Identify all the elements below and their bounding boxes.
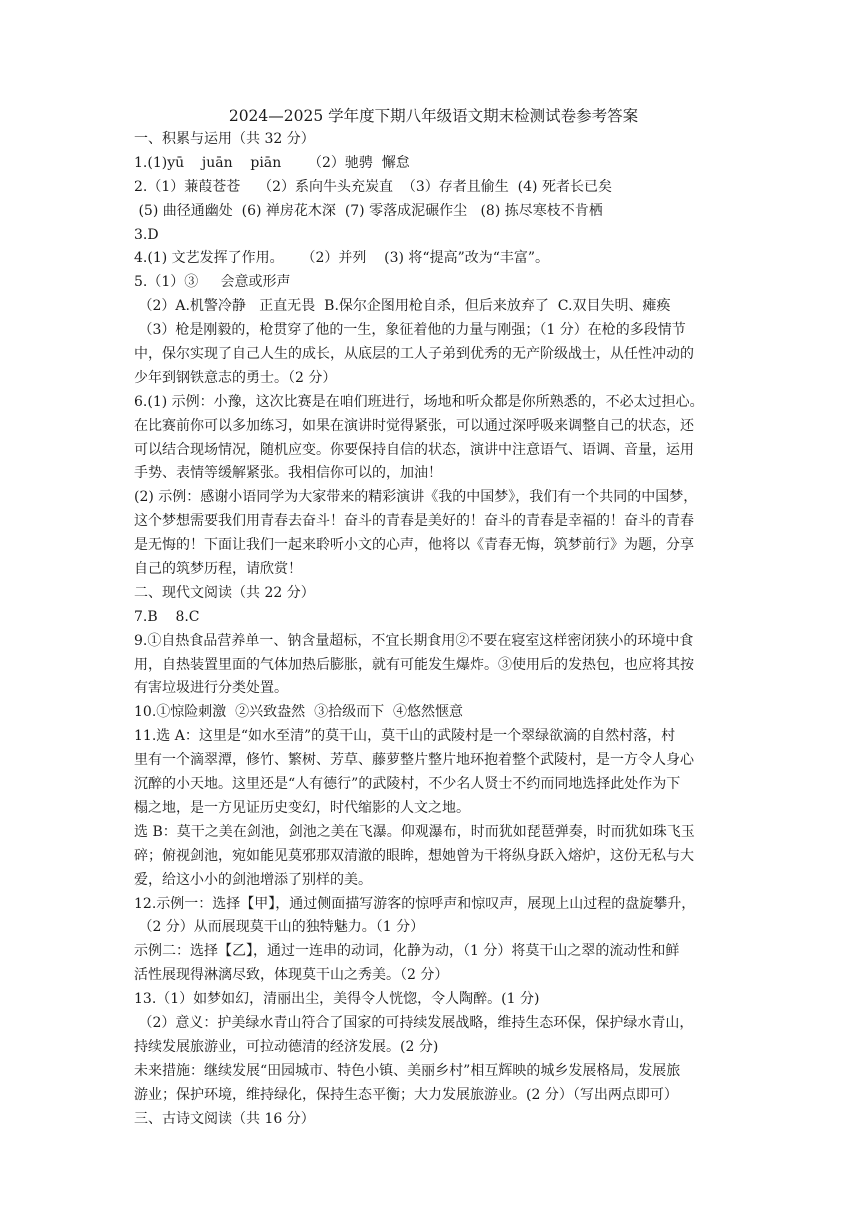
answer-line: 是无悔的！下面让我们一起来聆听小文的心声，他将以《青春无悔，筑梦前行》为题，分享 <box>134 537 694 554</box>
answer-line: 少年到钢铁意志的勇士。（2 分） <box>134 369 337 386</box>
answer-line: 在比赛前你可以多加练习，如果在演讲时觉得紧张，可以通过深呼吸来调整自己的状态，还 <box>134 417 694 434</box>
answer-line: (2) 示例：感谢小语同学为大家带来的精彩演讲《我的中国梦》，我们有一个共同的中国梦， <box>134 489 698 506</box>
answer-line: 3.D <box>134 226 159 243</box>
answer-line: 11.选 A：这里是“如水至清”的莫干山，莫干山的武陵村是一个翠绿欲滴的自然村落，村 <box>134 728 676 745</box>
answer-line: 7.B 8.C <box>134 608 200 625</box>
answer-line: 爱，给这小小的剑池增添了别样的美。 <box>134 871 372 888</box>
answer-line: 有害垃圾进行分类处置。 <box>134 680 288 697</box>
answer-line: 6.(1) 示例：小豫，这次比赛是在咱们班进行，场地和听众都是你所熟悉的，不必太过担心。 <box>134 393 704 410</box>
answer-line: 中，保尔实现了自己人生的成长，从底层的工人子弟到优秀的无产阶级战士，从任性冲动的 <box>134 346 694 363</box>
answer-line: (5) 曲径通幽处 (6) 禅房花木深 (7) 零落成泥碾作尘 (8) 拣尽寒枝不肯栖 <box>134 202 603 219</box>
answer-line: 2.（1）蒹葭苍苍 （2）系向牛头充炭直 （3）存者且偷生 (4) 死者长已矣 <box>134 178 612 195</box>
answer-line: （3）枪是刚毅的，枪贯穿了他的一生，象征着他的力量与刚强；（1 分）在枪的多段情节 <box>134 322 686 339</box>
answer-line: 游业；保护环境，维持绿化，保持生态平衡；大力发展旅游业。(2 分）（写出两点即可） <box>134 1086 678 1103</box>
answer-line: 用，自热装置里面的气体加热后膨胀，就有可能发生爆炸。③使用后的发热包，也应将其按 <box>134 656 694 673</box>
answer-line: 10.①惊险刺激 ②兴致盎然 ③拾级而下 ④悠然惬意 <box>134 704 463 721</box>
answer-line: 碎；俯视剑池，宛如能见莫邪那双清澈的眼眸，想她曾为干将纵身跃入熔炉，这份无私与大 <box>134 847 694 864</box>
answer-line: 活性展现得淋漓尽致，体现莫干山之秀美。（2 分） <box>134 967 449 984</box>
answer-line: 这个梦想需要我们用青春去奋斗！奋斗的青春是美好的！奋斗的青春是幸福的！奋斗的青春 <box>134 513 694 530</box>
answer-line: 二、现代文阅读（共 22 分） <box>134 584 315 601</box>
answer-line: 沉醉的小天地。这里还是“人有德行”的武陵村，不少名人贤士不约而同地选择此处作为下 <box>134 776 681 793</box>
answer-line: 里有一个滴翠潭，修竹、繁树、芳草、藤萝整片整片地环抱着整个武陵村，是一方令人身心 <box>134 752 694 769</box>
answer-line: 13.（1）如梦如幻，清丽出尘，美得令人恍惚，令人陶醉。(1 分) <box>134 991 540 1008</box>
answer-line: 持续发展旅游业，可拉动德清的经济发展。(2 分) <box>134 1038 439 1055</box>
answer-line: 1.(1)yū juān piān （2）驰骋 懈怠 <box>134 154 410 171</box>
answer-line: 三、古诗文阅读（共 16 分） <box>134 1110 315 1127</box>
answer-line: 榻之地，是一方见证历史变幻，时代缩影的人文之地。 <box>134 799 470 816</box>
document-title: 2024—2025 学年度下期八年级语文期末检测试卷参考答案 <box>228 107 639 125</box>
answer-line: （2 分）从而展现莫干山的独特魅力。（1 分） <box>134 919 425 936</box>
answer-line: （2）意义：护美绿水青山符合了国家的可持续发展战略，维持生态环保，保护绿水青山， <box>134 1014 694 1031</box>
answer-line: 自己的筑梦历程，请欣赏！ <box>134 561 302 578</box>
answer-line: 一、积累与运用（共 32 分） <box>134 131 315 147</box>
answer-line: 12.示例一：选择【甲】，通过侧面描写游客的惊呼声和惊叹声，展现上山过程的盘旋攀升， <box>134 895 696 912</box>
answer-line: 未来措施：继续发展“田园城市、特色小镇、美丽乡村”相互辉映的城乡发展格局，发展旅 <box>134 1062 681 1079</box>
answer-line: 选 B：莫干之美在剑池，剑池之美在飞瀑。仰观瀑布，时而犹如琵琶弹奏，时而犹如珠飞玉 <box>134 823 695 840</box>
answer-line: （2）A.机警冷静 正直无畏 B.保尔企图用枪自杀，但后来放弃了 C.双目失明、瘫痪 <box>134 298 671 315</box>
answer-body <box>134 128 739 1131</box>
answer-line: 9.①自热食品营养单一、钠含量超标，不宜长期食用②不要在寝室这样密闭狭小的环境中食 <box>134 632 694 649</box>
answer-line: 可以结合现场情况，随机应变。你要保持自信的状态，演讲中注意语气、语调、音量，运用 <box>134 441 694 458</box>
answer-line: 5.（1）③ 会意或形声 <box>134 274 291 291</box>
answer-line: 手势、表情等缓解紧张。我相信你可以的，加油！ <box>134 465 442 482</box>
answer-line: 示例二：选择【乙】，通过一连串的动词，化静为动，（1 分）将莫干山之翠的流动性和鲜 <box>134 943 680 960</box>
answer-line: 4.(1) 文艺发挥了作用。 （2）并列 (3) 将“提高”改为“丰富”。 <box>134 250 550 267</box>
